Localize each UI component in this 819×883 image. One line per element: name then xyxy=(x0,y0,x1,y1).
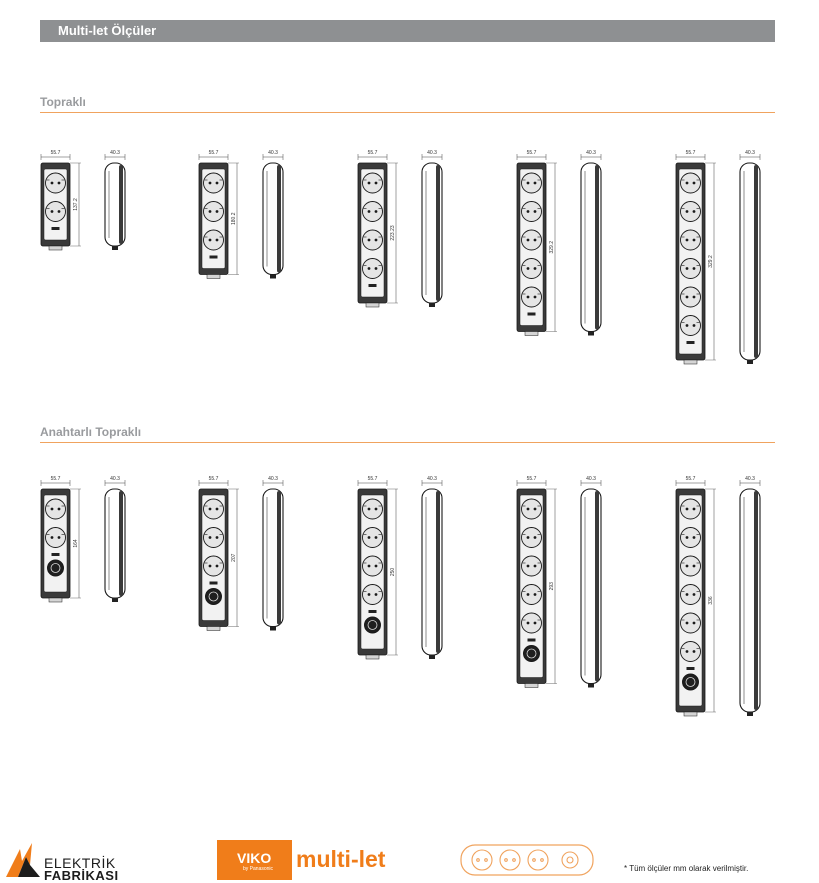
cable-exit xyxy=(49,598,62,602)
strip-side-edge xyxy=(277,165,281,273)
cable-exit xyxy=(207,627,220,631)
height-label: 329.2 xyxy=(708,255,714,268)
socket-icon xyxy=(522,230,542,250)
socket-icon xyxy=(522,202,542,222)
height-label: 164 xyxy=(73,539,79,548)
product-drawing xyxy=(199,150,283,279)
viko-logo-sub: by Panasonic xyxy=(243,866,274,872)
socket-icon xyxy=(681,173,701,193)
product-drawing xyxy=(41,150,125,250)
strip-side-edge xyxy=(595,491,599,682)
brand-name: multi-let xyxy=(296,846,386,872)
cable-exit xyxy=(684,712,697,716)
depth-label: 40.3 xyxy=(268,476,278,482)
height-label: 336 xyxy=(708,596,714,605)
width-label: 55.7 xyxy=(50,476,61,482)
brand-mark xyxy=(369,610,377,613)
depth-label: 40.3 xyxy=(427,150,437,156)
depth-label: 40.3 xyxy=(586,476,596,482)
socket-icon xyxy=(363,499,383,519)
socket-icon xyxy=(46,202,66,222)
lightning-logo-icon xyxy=(4,841,44,881)
height-label: 250 xyxy=(390,567,396,577)
switch-icon xyxy=(206,589,222,605)
strip-side-edge xyxy=(595,165,599,330)
socket-icon xyxy=(681,613,701,633)
depth-label: 40.3 xyxy=(427,476,437,482)
switch-icon xyxy=(524,646,540,662)
product-drawing xyxy=(358,150,442,307)
cable-exit xyxy=(207,275,220,279)
viko-logo-text: VIKO xyxy=(237,850,272,866)
width-label: 55.7 xyxy=(50,150,61,156)
cable-stub xyxy=(112,246,118,250)
cable-exit xyxy=(366,655,379,659)
socket-icon xyxy=(681,642,701,662)
socket-icon xyxy=(522,528,542,548)
socket-icon xyxy=(363,585,383,605)
switch-icon xyxy=(365,617,381,633)
viko-logo xyxy=(217,840,292,880)
cable-stub xyxy=(747,360,753,364)
page-title: Multi-let Ölçüler xyxy=(58,23,157,38)
width-label: 55.7 xyxy=(367,150,378,156)
width-label: 55.7 xyxy=(208,476,219,482)
product-drawing xyxy=(676,150,760,364)
socket-icon xyxy=(363,528,383,548)
product-drawing xyxy=(517,476,601,688)
socket-icon xyxy=(522,585,542,605)
cable-exit xyxy=(366,303,379,307)
cable-stub xyxy=(112,598,118,602)
brand-mark xyxy=(52,553,60,556)
socket-icon xyxy=(681,202,701,222)
socket-icon xyxy=(681,499,701,519)
cable-stub xyxy=(429,655,435,659)
power-strip-outline-icon xyxy=(460,843,596,879)
socket-icon xyxy=(522,613,542,633)
brand-mark xyxy=(210,582,218,585)
footnote: * Tüm ölçüler mm olarak verilmiştir. xyxy=(624,864,749,873)
socket-icon xyxy=(204,528,224,548)
product-drawing xyxy=(358,476,442,659)
width-label: 55.7 xyxy=(685,150,696,156)
socket-icon xyxy=(204,499,224,519)
switch-icon xyxy=(48,560,64,576)
height-label: 137.2 xyxy=(73,198,79,211)
cable-exit xyxy=(684,360,697,364)
depth-label: 40.3 xyxy=(586,150,596,156)
height-label: 207 xyxy=(231,553,237,562)
width-label: 55.7 xyxy=(526,476,537,482)
height-label: 329.2 xyxy=(549,240,555,254)
socket-icon xyxy=(681,287,701,307)
strip-side-edge xyxy=(436,165,440,301)
logo-text-line1: ELEKTRİK xyxy=(44,855,116,871)
socket-icon xyxy=(204,173,224,193)
strip-side-edge xyxy=(119,165,123,244)
brand-mark xyxy=(369,284,377,287)
elektrik-fabrikasi-logo xyxy=(4,841,119,883)
strip-side-edge xyxy=(754,165,758,358)
strip-side-edge xyxy=(754,491,758,710)
height-label: 180.2 xyxy=(231,212,237,226)
width-label: 55.7 xyxy=(685,476,696,482)
socket-icon xyxy=(46,173,66,193)
socket-icon xyxy=(363,259,383,279)
cable-stub xyxy=(429,303,435,307)
depth-label: 40.3 xyxy=(268,150,278,156)
height-label: 293 xyxy=(549,582,555,591)
section-title-topraklı: Topraklı xyxy=(40,95,86,109)
product-drawing xyxy=(676,476,760,716)
socket-icon xyxy=(681,259,701,279)
width-label: 55.7 xyxy=(367,476,378,482)
socket-icon xyxy=(363,230,383,250)
cable-exit xyxy=(525,684,538,688)
socket-icon xyxy=(46,528,66,548)
cable-stub xyxy=(747,712,753,716)
socket-icon xyxy=(204,202,224,222)
depth-label: 40.3 xyxy=(745,476,755,482)
socket-icon xyxy=(681,556,701,576)
brand-mark xyxy=(528,313,536,316)
cable-stub xyxy=(270,275,276,279)
width-label: 55.7 xyxy=(526,150,537,156)
cable-stub xyxy=(270,627,276,631)
depth-label: 40.3 xyxy=(110,150,120,156)
cable-exit xyxy=(525,332,538,336)
socket-icon xyxy=(522,499,542,519)
depth-label: 40.3 xyxy=(745,150,755,156)
product-drawing xyxy=(199,476,283,631)
socket-icon xyxy=(681,585,701,605)
socket-icon xyxy=(204,230,224,250)
cable-exit xyxy=(49,246,62,250)
socket-icon xyxy=(522,556,542,576)
socket-icon xyxy=(363,556,383,576)
brand-mark xyxy=(52,227,60,230)
socket-icon xyxy=(204,556,224,576)
socket-icon xyxy=(681,528,701,548)
socket-icon xyxy=(363,173,383,193)
brand-mark xyxy=(687,667,695,670)
product-drawing xyxy=(41,476,125,602)
socket-icon xyxy=(522,259,542,279)
logo-text-line2: FABRİKASI xyxy=(44,868,119,883)
product-drawing xyxy=(517,150,601,336)
cable-stub xyxy=(588,332,594,336)
strip-side-edge xyxy=(436,491,440,653)
brand-mark xyxy=(687,341,695,344)
socket-icon xyxy=(363,202,383,222)
brand-mark xyxy=(528,639,536,642)
section-title-anahtarli: Anahtarlı Topraklı xyxy=(40,425,142,439)
strip-side-edge xyxy=(119,491,123,596)
depth-label: 40.3 xyxy=(110,476,120,482)
brand-mark xyxy=(210,256,218,259)
switch-icon xyxy=(683,674,699,690)
cable-stub xyxy=(588,684,594,688)
socket-icon xyxy=(522,173,542,193)
socket-icon xyxy=(46,499,66,519)
socket-icon xyxy=(522,287,542,307)
strip-side-edge xyxy=(277,491,281,625)
socket-icon xyxy=(681,230,701,250)
height-label: 223.23 xyxy=(390,225,396,241)
width-label: 55.7 xyxy=(208,150,219,156)
socket-icon xyxy=(681,316,701,336)
